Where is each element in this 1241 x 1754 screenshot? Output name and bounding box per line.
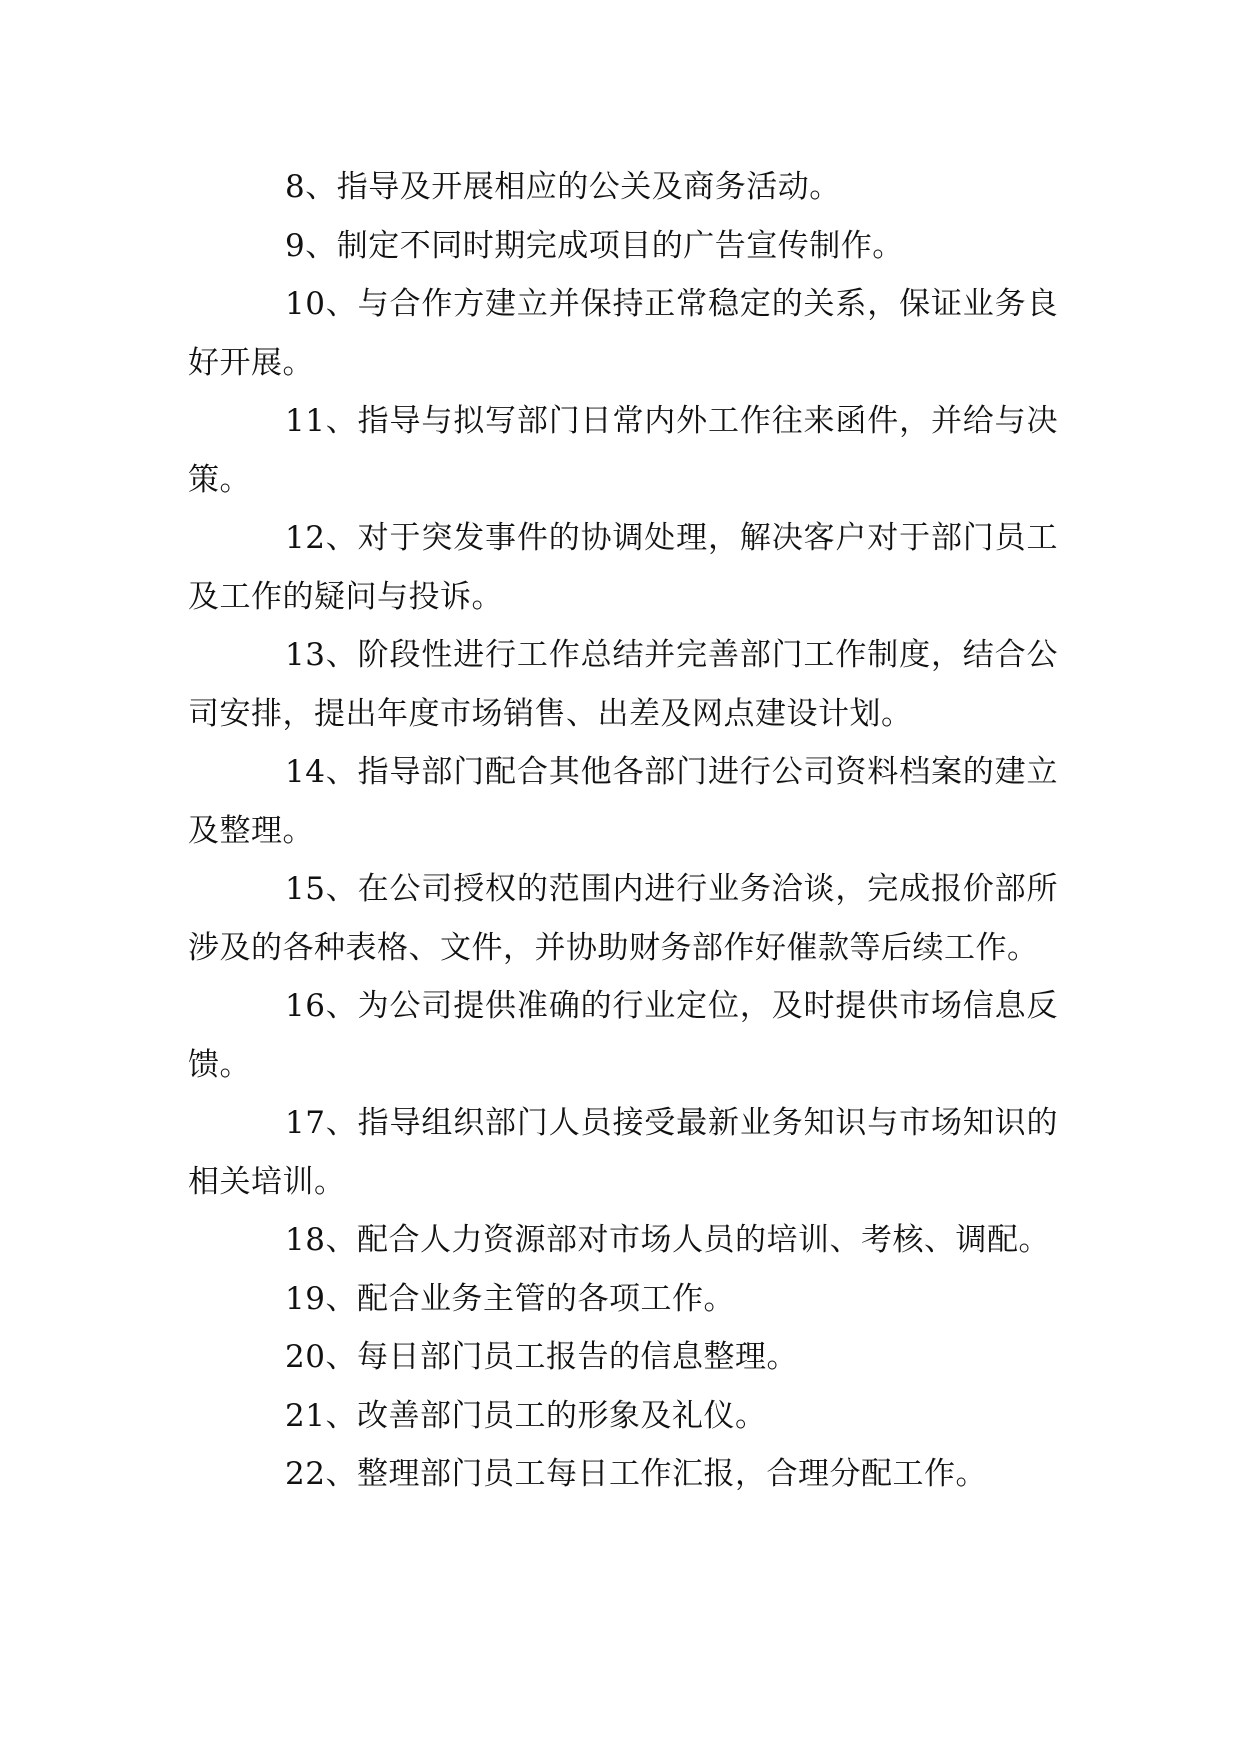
paragraph-item-12: 12、对于突发事件的协调处理，解决客户对于部门员工及工作的疑问与投诉。 bbox=[188, 520, 1058, 615]
paragraph-item-18: 18、配合人力资源部对市场人员的培训、考核、调配。 bbox=[285, 1222, 1050, 1258]
paragraph-item-10: 10、与合作方建立并保持正常稳定的关系，保证业务良好开展。 bbox=[188, 286, 1058, 381]
paragraph-item-9: 9、制定不同时期完成项目的广告宣传制作。 bbox=[285, 227, 904, 264]
paragraph-item-13: 13、阶段性进行工作总结并完善部门工作制度，结合公司安排，提出年度市场销售、出差及网点建设计划。 bbox=[188, 637, 1058, 732]
paragraph-item-15: 15、在公司授权的范围内进行业务洽谈，完成报价部所涉及的各种表格、文件，并协助财务部作好催款等后续工作。 bbox=[188, 871, 1058, 966]
document-body bbox=[188, 158, 1058, 1504]
paragraph-item-16: 16、为公司提供准确的行业定位，及时提供市场信息反馈。 bbox=[188, 988, 1058, 1083]
paragraph-item-11: 11、指导与拟写部门日常内外工作往来函件，并给与决策。 bbox=[188, 403, 1058, 498]
paragraph-item-8: 8、指导及开展相应的公关及商务活动。 bbox=[285, 169, 841, 205]
paragraph-item-20: 20、每日部门员工报告的信息整理。 bbox=[285, 1339, 798, 1375]
paragraph-item-19: 19、配合业务主管的各项工作。 bbox=[285, 1280, 735, 1317]
paragraph-item-22: 22、整理部门员工每日工作汇报，合理分配工作。 bbox=[285, 1456, 987, 1492]
paragraph-item-21: 21、改善部门员工的形象及礼仪。 bbox=[285, 1397, 767, 1434]
paragraph-item-14: 14、指导部门配合其他各部门进行公司资料档案的建立及整理。 bbox=[188, 754, 1058, 849]
paragraph-item-17: 17、指导组织部门人员接受最新业务知识与市场知识的相关培训。 bbox=[188, 1105, 1058, 1200]
